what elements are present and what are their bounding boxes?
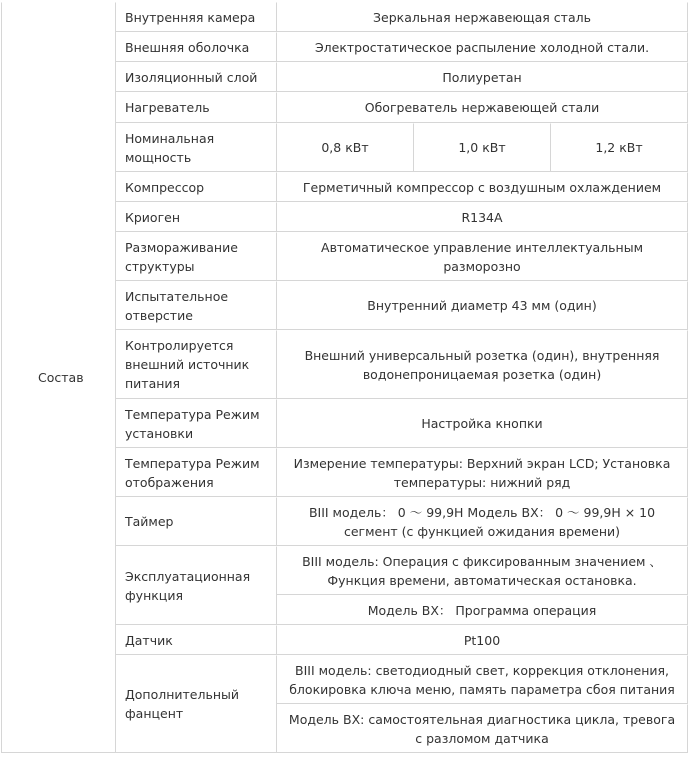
group-label: Состав <box>1 2 116 753</box>
row-label-test-hole: Испытательное отверстие <box>116 281 277 330</box>
row-label-compressor: Компрессор <box>116 172 277 202</box>
row-value-power-1: 0,8 кВт <box>277 123 414 172</box>
row-label-temp-display: Температура Режим отображения <box>116 448 277 497</box>
row-label-insulation: Изоляционный слой <box>116 62 277 92</box>
row-label-power-source: Контролируется внешний источник питания <box>116 330 277 399</box>
row-value-heater: Обогреватель нержавеющей стали <box>277 92 688 123</box>
row-label-outer-shell: Внешняя оболочка <box>116 32 277 62</box>
row-value-extra-bx: Модель BX: самостоятельная диагностика цикла, тревога с разломом датчика <box>277 704 688 753</box>
row-value-refrigerant: R134A <box>277 202 688 232</box>
row-value-defrost: Автоматическое управление интеллектуальным разморозно <box>277 232 688 281</box>
row-value-extra-biii: BIII модель: светодиодный свет, коррекция отклонения, блокировка ключа меню, память параметра сбоя питания <box>277 655 688 704</box>
row-value-timer: BIII модель： 0 ～ 99,9H Модель BX： 0 ～ 99,9H × 10 сегмент (с функцией ожидания времени) <box>277 497 688 546</box>
row-label-extra: Дополнительный фанцент <box>116 655 277 753</box>
row-value-operation-bx: Модель BX： Программа операция <box>277 595 688 625</box>
row-value-test-hole: Внутренний диаметр 43 мм (один) <box>277 281 688 330</box>
row-label-refrigerant: Криоген <box>116 202 277 232</box>
row-value-inner-chamber: Зеркальная нержавеющая сталь <box>277 2 688 32</box>
row-label-operation: Эксплуатационная функция <box>116 546 277 625</box>
row-value-temp-setting: Настройка кнопки <box>277 399 688 448</box>
row-value-power-2: 1,0 кВт <box>414 123 551 172</box>
row-label-inner-chamber: Внутренняя камера <box>116 2 277 32</box>
row-label-defrost: Размораживание структуры <box>116 232 277 281</box>
row-label-heater: Нагреватель <box>116 92 277 123</box>
row-label-sensor: Датчик <box>116 625 277 655</box>
row-value-operation-biii: BIII модель: Операция с фиксированным значением 、Функция времени, автоматическая остановка. <box>277 546 688 595</box>
row-value-temp-display: Измерение температуры: Верхний экран LCD; Установка температуры: нижний ряд <box>277 448 688 497</box>
row-value-insulation: Полиуретан <box>277 62 688 92</box>
row-value-compressor: Герметичный компрессор с воздушным охлаждением <box>277 172 688 202</box>
row-value-sensor: Pt100 <box>277 625 688 655</box>
spec-table <box>1 2 688 753</box>
row-label-timer: Таймер <box>116 497 277 546</box>
row-value-power-source: Внешний универсальный розетка (один), внутренняя водонепроницаемая розетка (один) <box>277 330 688 399</box>
row-label-rated-power: Номинальная мощность <box>116 123 277 172</box>
table-row <box>1 2 688 32</box>
row-label-temp-setting: Температура Режим установки <box>116 399 277 448</box>
row-value-outer-shell: Электростатическое распыление холодной стали. <box>277 32 688 62</box>
row-value-power-3: 1,2 кВт <box>551 123 688 172</box>
